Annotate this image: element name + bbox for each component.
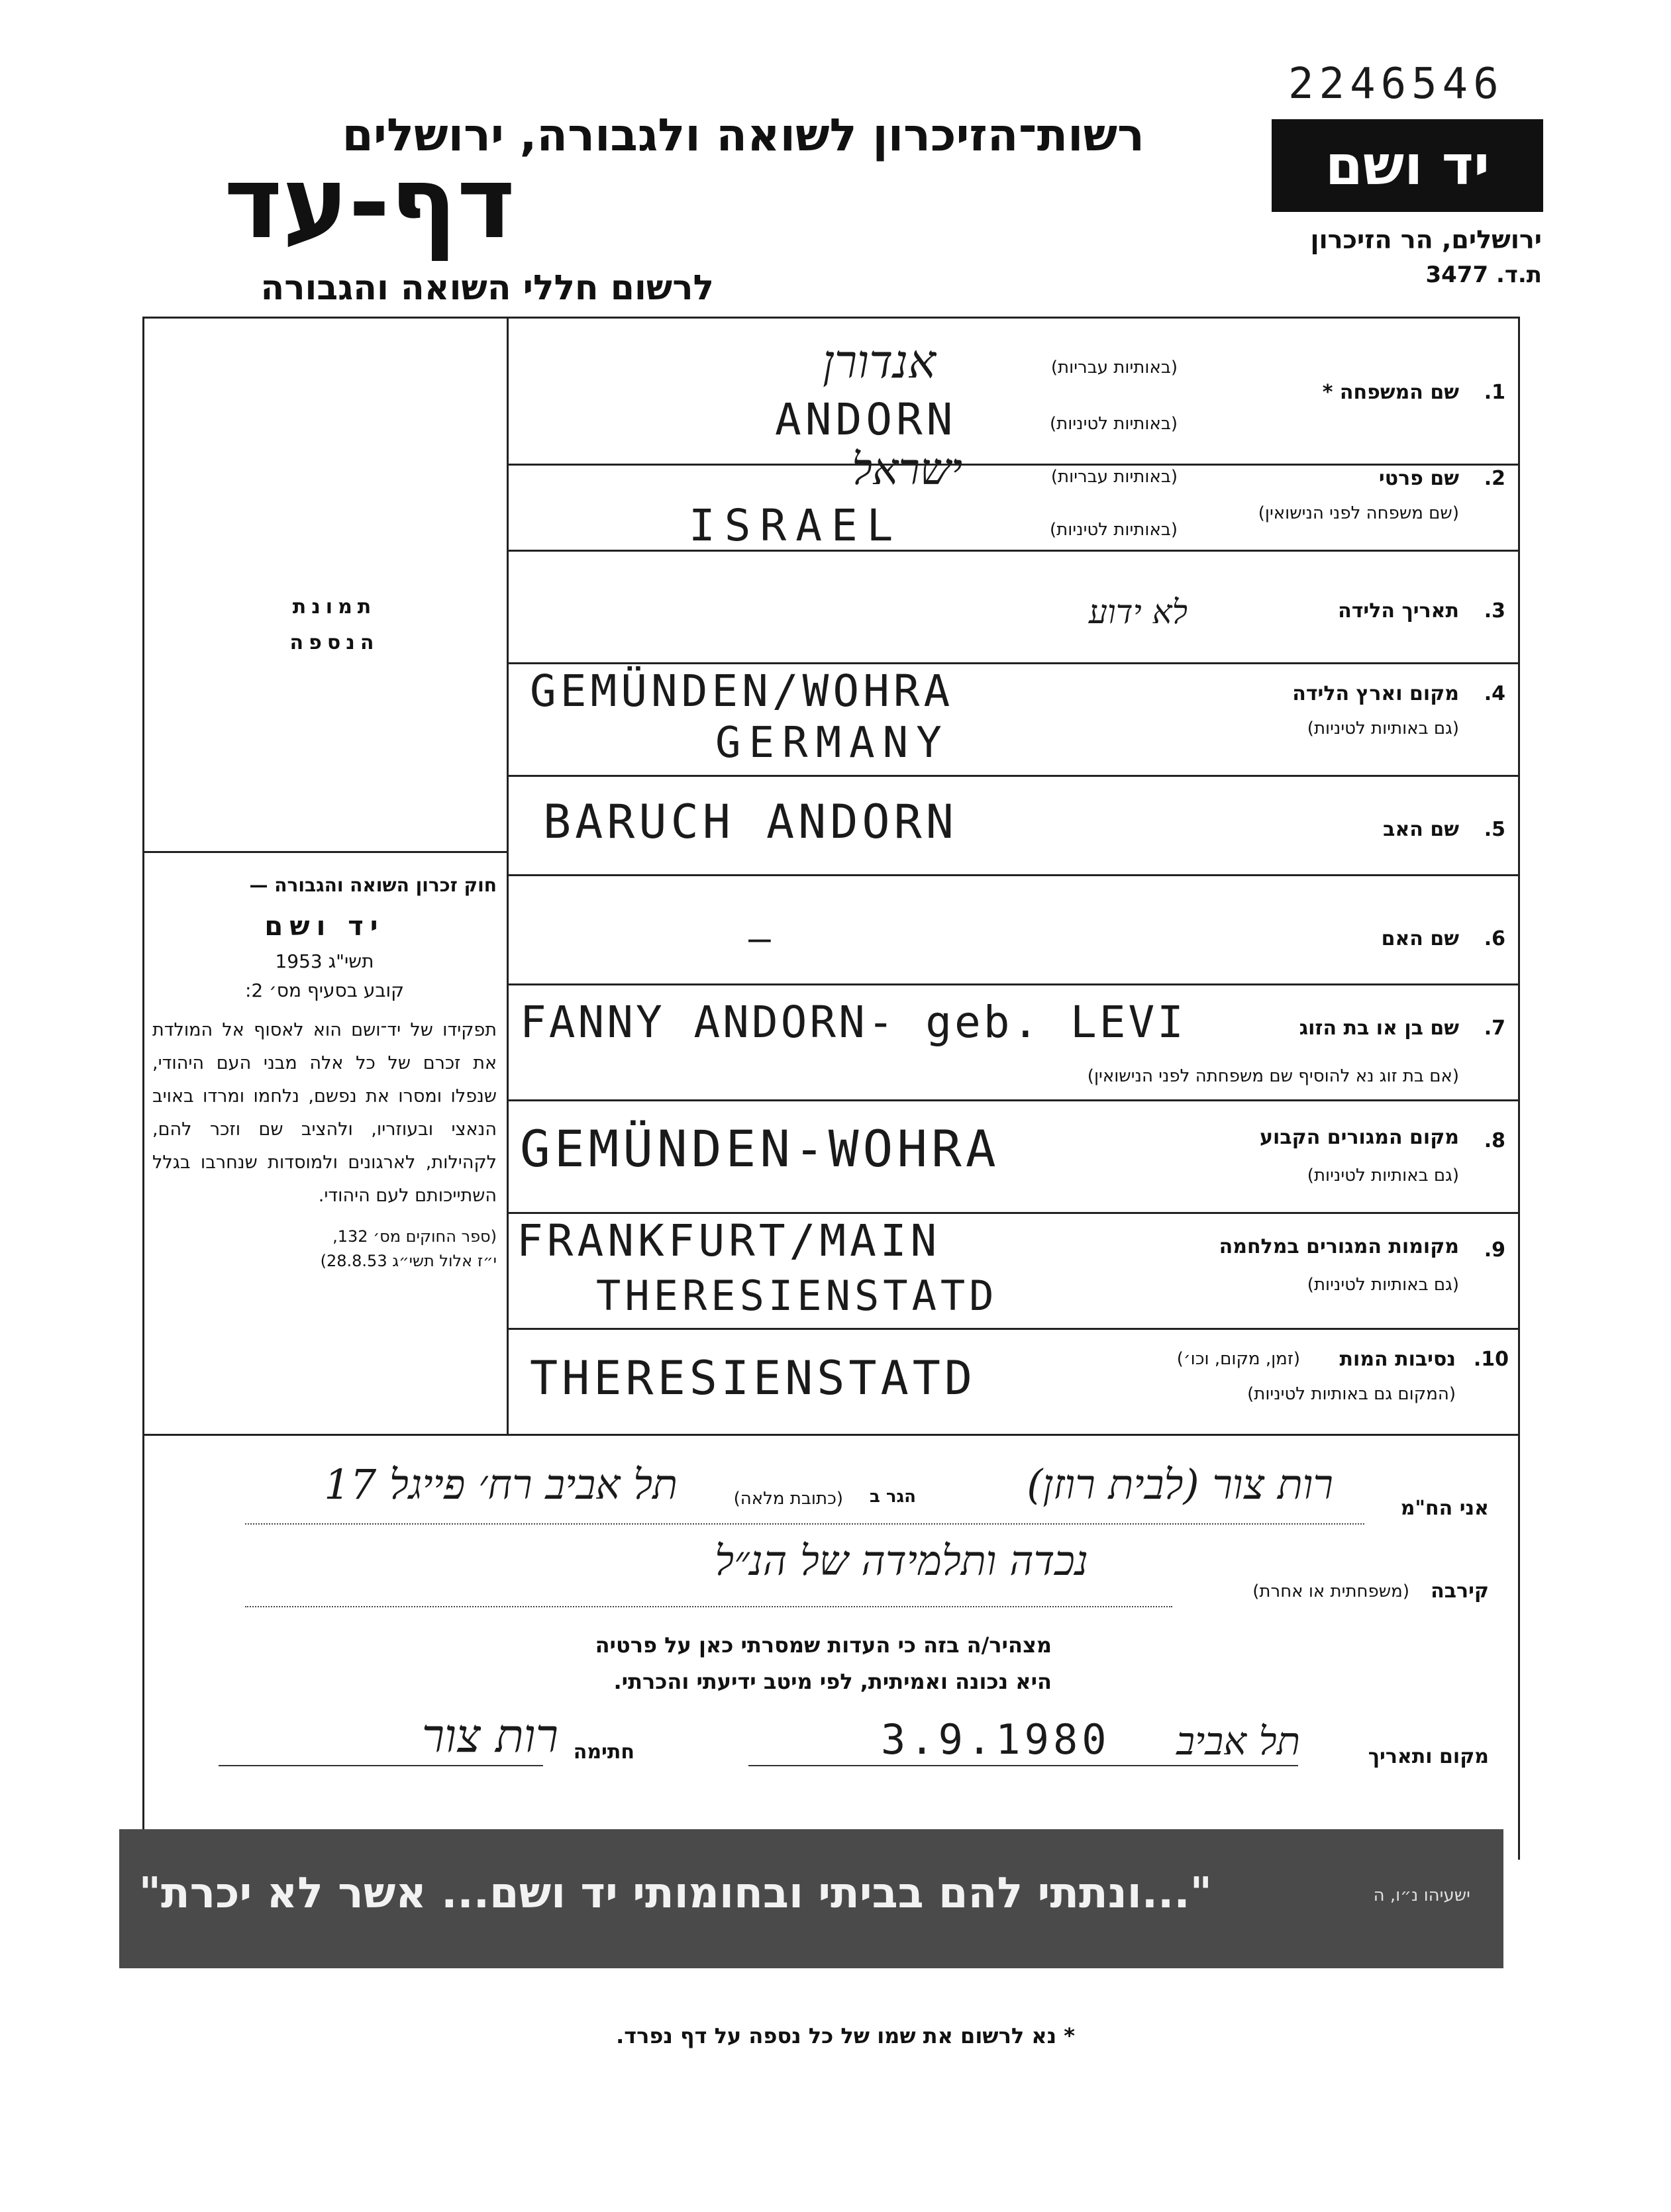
po-box: ת.ד. 3477 xyxy=(1425,262,1542,288)
field-8-label: מקום המגורים הקבוע xyxy=(1260,1126,1459,1149)
form-title: דף-עד xyxy=(224,146,515,261)
field-3-number: 3. xyxy=(1484,599,1505,623)
yad-vashem-logo xyxy=(1272,119,1543,212)
field-8-value[interactable]: GEMÜNDEN-WOHRA xyxy=(520,1119,1000,1178)
law-line3: תשי"ג 1953 xyxy=(275,950,374,973)
field-1-label: שם המשפחה * xyxy=(1322,381,1459,404)
field-1-hebrew-hint: (באותיות עבריות) xyxy=(1050,358,1178,377)
field-2-label: שם פרטי xyxy=(1378,467,1459,490)
field-6-label: שם האם xyxy=(1381,927,1459,950)
field-1-latin-hint: (באותיות לטיניות) xyxy=(1050,414,1178,434)
field-9-number: 9. xyxy=(1484,1238,1505,1262)
witness-name-value[interactable]: רות צור (לבית רוזן) xyxy=(1027,1460,1333,1509)
witness-kinship-note: (משפחתית או אחרת) xyxy=(1252,1582,1409,1601)
law-ref1: (ספר החוקים מס׳ 132, xyxy=(332,1227,497,1246)
field-2-label-sub: (שם משפחה לפני הנישואין) xyxy=(1258,503,1459,523)
field-2-value-latin[interactable]: ISRAEL xyxy=(689,500,903,551)
field-8-label-sub: (גם באותיות לטיניות) xyxy=(1307,1166,1459,1185)
field-1-value-hebrew[interactable]: אנדורן xyxy=(822,334,936,389)
field-4-label: מקום וארץ הלידה xyxy=(1292,682,1459,705)
field-5-label: שם האב xyxy=(1383,818,1459,841)
declaration-line1: מצהיר/ה בזה כי העדות שמסרתי כאן על פרטיה xyxy=(595,1633,1052,1658)
declaration-line2: היא נכונה ואמיתית, לפי מיטב ידיעתי והכרתי. xyxy=(613,1669,1052,1694)
law-line1: חוק זכרון השואה והגבורה — xyxy=(249,874,497,896)
field-8-number: 8. xyxy=(1484,1129,1505,1152)
banner-source: ישעיהו נ״ו, ה xyxy=(1373,1885,1470,1905)
field-9-value-line2[interactable]: THERESIENSTATD xyxy=(596,1272,998,1320)
field-7-label: שם בן או בת הזוג xyxy=(1299,1017,1459,1040)
field-10-label-note: (זמן, מקום, וכו׳) xyxy=(1176,1349,1300,1369)
law-excerpt xyxy=(152,871,497,1274)
field-1-value-latin[interactable]: ANDORN xyxy=(775,394,957,445)
place-date-label: מקום ותאריך xyxy=(1368,1745,1489,1768)
field-9-label: מקומות המגורים במלחמה xyxy=(1219,1235,1459,1258)
footnote: * נא לרשום את שמו של כל נספה על דף נפרד. xyxy=(616,2023,1075,2048)
field-4-value-line2[interactable]: GERMANY xyxy=(715,719,950,768)
field-9-value-line1[interactable]: FRANKFURT/MAIN xyxy=(517,1215,941,1266)
field-10-value[interactable]: THERESIENSTATD xyxy=(530,1351,977,1405)
field-7-label-sub: (אם בת זוג נא להוסיף שם משפחתה לפני הנישואין) xyxy=(1087,1066,1459,1086)
witness-address-value[interactable]: תל אביב רח׳ פייגל 17 xyxy=(324,1460,678,1509)
witness-i-label: אני הח"מ xyxy=(1400,1497,1489,1520)
field-4-value-line1[interactable]: GEMÜNDEN/WOHRA xyxy=(530,666,954,717)
field-6-number: 6. xyxy=(1484,927,1505,950)
quote-banner xyxy=(119,1829,1503,1968)
field-4-number: 4. xyxy=(1484,682,1505,705)
field-2-number: 2. xyxy=(1484,467,1505,490)
witness-kinship-label: קירבה xyxy=(1431,1580,1489,1603)
field-3-value[interactable]: לא ידוע xyxy=(1088,593,1188,631)
date-value[interactable]: 3.9.1980 xyxy=(881,1715,1111,1764)
law-line4: קובע בסעיף מס׳ 2: xyxy=(244,979,405,1001)
address: ירושלים, הר הזיכרון xyxy=(1310,225,1542,254)
witness-kinship-value[interactable]: נכדה ותלמידה של הנ״ל xyxy=(715,1536,1088,1585)
law-ref2: י״ז אלול תשי״ג 28.8.53) xyxy=(320,1251,497,1270)
field-10-number: 10. xyxy=(1473,1348,1509,1371)
form-subtitle: לרשום חללי השואה והגבורה xyxy=(260,268,714,308)
witness-resides-label: הגר ב xyxy=(869,1487,916,1507)
field-10-label: נסיבות המות xyxy=(1339,1348,1456,1371)
field-4-label-sub: (גם באותיות לטיניות) xyxy=(1307,719,1459,738)
authority-title: רשות־הזיכרון לשואה ולגבורה, ירושלים xyxy=(342,109,1144,162)
signature-value[interactable]: רות צור xyxy=(421,1709,558,1763)
field-2-latin-hint: (באותיות לטיניות) xyxy=(1050,520,1178,540)
photo-label-line1: תמונת xyxy=(292,595,377,619)
law-body: תפקידו של יד־ושם הוא לאסוף אל המולדת את זכרם של כל אלה מבני העם היהודי, שנפלו ומסרו את נפשם, נלחמו ומרדו באויב הנאצי ובעוזריו, ולהציב שם וזכר להם, לקהילות, לארגונים ולמוסדות שנחרבו בגלל השתייכותם לעם היהודי. xyxy=(152,1020,497,1206)
field-7-value[interactable]: FANNY ANDORN- geb. LEVI xyxy=(520,997,1186,1048)
field-5-value[interactable]: BARUCH ANDORN xyxy=(543,795,958,849)
banner-quote: "...ונתתי להם בביתי ובחומותי יד ושם... אשר לא יכרת" xyxy=(138,1869,1212,1918)
field-2-hebrew-hint: (באותיות עבריות) xyxy=(1050,467,1178,487)
place-value[interactable]: תל אביב xyxy=(1176,1719,1300,1764)
photo-label-line2: הנספה xyxy=(289,631,380,654)
logo-text: יד ושם xyxy=(1325,134,1490,197)
photo-label xyxy=(252,589,417,661)
field-9-label-sub: (גם באותיות לטיניות) xyxy=(1307,1275,1459,1295)
field-1-number: 1. xyxy=(1484,381,1505,404)
field-7-number: 7. xyxy=(1484,1017,1505,1040)
field-2-value-hebrew[interactable]: ישראל xyxy=(852,444,962,495)
field-5-number: 5. xyxy=(1484,818,1505,841)
doc-number: 2246546 xyxy=(1288,60,1504,109)
field-3-label: תאריך הלידה xyxy=(1338,599,1459,623)
field-6-value[interactable]: — xyxy=(748,917,775,960)
signature-label: חתימה xyxy=(573,1740,634,1764)
witness-address-note: (כתובת מלאה) xyxy=(733,1489,843,1509)
law-line2: יד ושם xyxy=(264,911,385,942)
field-10-label-sub: (המקום גם באותיות לטיניות) xyxy=(1247,1384,1456,1404)
